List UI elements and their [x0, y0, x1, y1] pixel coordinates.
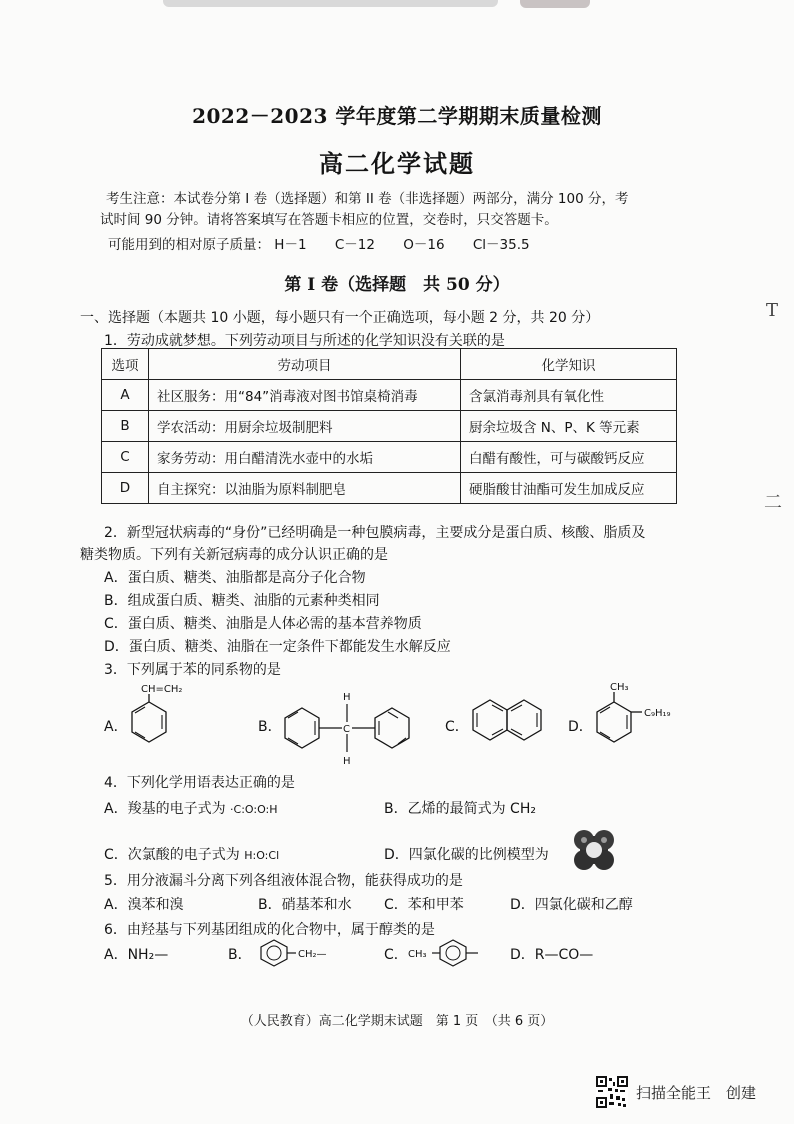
q5-option-b: B．硝基苯和水: [258, 897, 352, 913]
q3-stem: 3．下列属于苯的同系物的是: [104, 662, 281, 678]
table-header: 劳动项目: [149, 349, 461, 380]
q3-option-c-label: C．: [445, 719, 469, 735]
table-cell: 含氯消毒剂具有氧化性: [461, 380, 677, 411]
q2-option-c: C．蛋白质、糖类、油脂是人体必需的基本营养物质: [104, 616, 422, 632]
table-row: [102, 411, 677, 442]
q3-b-bottom-hydrogen: H: [343, 756, 351, 767]
q3-b-top-hydrogen: H: [343, 692, 351, 703]
table-row: [102, 380, 677, 411]
q6-c-tolyl-structure: [408, 938, 508, 966]
q3-option-a-label: A．: [104, 719, 128, 735]
q4-option-b: B．乙烯的最简式为 CH₂: [384, 801, 536, 817]
q2-option-a: A．蛋白质、糖类、油脂都是高分子化合物: [104, 570, 366, 586]
q2-stem-1: 2．新型冠状病毒的“身份”已经明确是一种包膜病毒，主要成分是蛋白质、核酸、脂质及: [104, 525, 646, 541]
q2-stem-2: 糖类物质。下列有关新冠病毒的成分认识正确的是: [80, 547, 388, 563]
q6-option-b-label: B．: [228, 947, 252, 963]
q6-option-d: D．R—CO—: [510, 947, 594, 963]
mass-cl: Cl－35.5: [472, 237, 530, 253]
page-top-edge-tab: [520, 0, 590, 8]
table-cell: B: [102, 411, 149, 442]
page-footer: （人民教育）高二化学期末试题 第 1 页 （共 6 页）: [240, 1014, 554, 1029]
table-cell: 家务劳动：用白醋清洗水壶中的水垢: [149, 442, 461, 473]
q6-b-benzyl-structure: [254, 938, 344, 966]
edge-mark-t: T: [766, 300, 779, 321]
table-cell: D: [102, 473, 149, 504]
q4-option-a-text: A．羧基的电子式为: [104, 801, 226, 817]
mass-c: C－12: [334, 237, 375, 253]
q4-option-a-formula: ·C:O:O:H: [230, 803, 278, 816]
notice-line-2: 试时间 90 分钟。请将答案填写在答题卡相应的位置，交卷时，只交答题卡。: [100, 212, 558, 228]
q3-b-diphenylmethane-structure: [278, 690, 418, 770]
q1-stem: 1．劳动成就梦想。下列劳动项目与所述的化学知识没有关联的是: [104, 333, 505, 349]
q6-option-a: A．NH₂—: [104, 947, 169, 963]
qr-code-icon: [596, 1076, 628, 1108]
table-cell: 社区服务：用“84”消毒液对图书馆桌椅消毒: [149, 380, 461, 411]
table-row: [102, 442, 677, 473]
q3-option-b-label: B．: [258, 719, 282, 735]
table-cell: A: [102, 380, 149, 411]
q6-b-ch2-label: CH₂—: [298, 949, 327, 960]
exam-title: 2022－2023 学年度第二学期期末质量检测: [192, 104, 602, 128]
q3-d-alkylbenzene-structure: [590, 680, 710, 752]
q1-table: [101, 348, 677, 504]
edge-mark-er: 二: [764, 492, 782, 513]
q4-option-c-text: C．次氯酸的电子式为: [104, 847, 240, 863]
table-row: [102, 473, 677, 504]
q6-stem: 6．由羟基与下列基团组成的化合物中，属于醇类的是: [104, 922, 435, 938]
table-header: 选项: [102, 349, 149, 380]
q2-option-b: B．组成蛋白质、糖类、油脂的元素种类相同: [104, 593, 380, 609]
table-cell: 学农活动：用厨余垃圾制肥料: [149, 411, 461, 442]
q5-option-c: C．苯和甲苯: [384, 897, 464, 913]
q6-option-c-label: C．: [384, 947, 408, 963]
table-cell: 自主探究：以油脂为原料制肥皂: [149, 473, 461, 504]
q3-b-central-carbon: C: [343, 724, 350, 735]
mass-h: H－1: [274, 237, 307, 253]
scanner-watermark: [596, 1076, 756, 1108]
q5-stem: 5．用分液漏斗分离下列各组液体混合物，能获得成功的是: [104, 873, 463, 889]
q6-c-ch3-label: CH₃: [408, 949, 427, 960]
section-1-title: 第 I 卷（选择题 共 50 分）: [284, 275, 510, 295]
q3-a-vinyl-label: CH=CH₂: [141, 684, 183, 695]
masses-label: 可能用到的相对原子质量：: [108, 237, 270, 253]
table-cell: C: [102, 442, 149, 473]
page-top-edge: [163, 0, 498, 7]
table-header: 化学知识: [461, 349, 677, 380]
q3-c-naphthalene-structure: [470, 696, 550, 746]
section-1-intro: 一、选择题（本题共 10 小题，每小题只有一个正确选项，每小题 2 分，共 20 分）: [80, 310, 600, 326]
scanner-label: 扫描全能王 创建: [636, 1083, 757, 1102]
q4-option-c-formula: H:O:Cl: [244, 849, 280, 862]
q5-option-a: A．溴苯和溴: [104, 897, 184, 913]
mass-o: O－16: [403, 237, 445, 253]
q4-option-d: D．四氯化碳的比例模型为: [384, 847, 549, 863]
q4-option-a: [104, 798, 278, 818]
q5-option-d: D．四氯化碳和乙醇: [510, 897, 633, 913]
ccl4-space-filling-model: [572, 828, 616, 872]
q3-option-d-label: D．: [568, 719, 593, 735]
candidate-notice: [100, 189, 710, 231]
q3-d-methyl-label: CH₃: [610, 682, 629, 693]
q4-option-c: [104, 844, 279, 864]
exam-subtitle: 高二化学试题: [319, 149, 475, 178]
table-cell: 厨余垃圾含 N、P、K 等元素: [461, 411, 677, 442]
q4-stem: 4．下列化学用语表达正确的是: [104, 775, 295, 791]
table-cell: 白醋有酸性，可与碳酸钙反应: [461, 442, 677, 473]
q2-option-d: D．蛋白质、糖类、油脂在一定条件下都能发生水解反应: [104, 639, 451, 655]
q3-d-alkyl-label: C₉H₁₉: [644, 708, 671, 719]
q3-a-styrene-structure: [125, 682, 205, 752]
table-header-row: [102, 349, 677, 380]
notice-line-1: 考生注意：本试卷分第 I 卷（选择题）和第 II 卷（非选择题）两部分，满分 100 分，考: [106, 191, 629, 207]
table-cell: 硬脂酸甘油酯可发生加成反应: [461, 473, 677, 504]
atomic-masses: [108, 233, 554, 253]
